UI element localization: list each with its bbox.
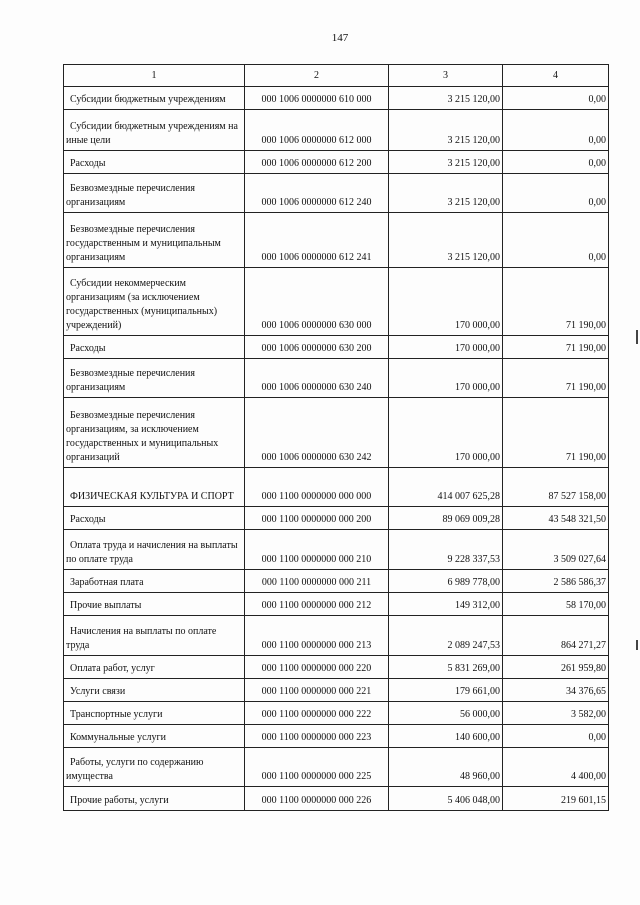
row-code-cell-text: 000 1100 0000000 000 223 [261, 732, 372, 743]
header-col-1: 1 [64, 65, 245, 87]
page-number: 147 [331, 32, 349, 44]
row-plan-cell-text: 3 215 120,00 [447, 252, 500, 263]
table-row [64, 530, 609, 570]
row-plan-cell [389, 336, 503, 359]
row-plan-cell-text: 149 312,00 [455, 600, 500, 611]
table-row [64, 174, 609, 213]
row-name-cell-text: Субсидии некоммерческим организациям (за исключением государственных (муниципальных) учреждений) [66, 278, 218, 331]
row-fact-cell-text: 261 959,80 [561, 663, 606, 674]
row-fact-cell [503, 570, 609, 593]
row-fact-cell [503, 616, 609, 656]
row-code-cell-text: 000 1100 0000000 000 211 [261, 577, 372, 588]
row-name-cell [64, 174, 245, 213]
row-plan-cell-text: 56 000,00 [460, 709, 500, 720]
row-fact-cell [503, 679, 609, 702]
row-fact-cell-text: 4 400,00 [571, 771, 606, 782]
row-plan-cell [389, 679, 503, 702]
row-plan-cell [389, 656, 503, 679]
row-plan-cell-text: 89 069 009,28 [442, 514, 500, 525]
row-fact-cell [503, 507, 609, 530]
table-row [64, 110, 609, 151]
row-name-cell [64, 679, 245, 702]
header-col-2: 2 [245, 65, 389, 87]
row-code-cell [245, 468, 389, 507]
row-fact-cell [503, 336, 609, 359]
row-code-cell [245, 593, 389, 616]
row-name-cell [64, 110, 245, 151]
row-code-cell [245, 787, 389, 811]
table-row [64, 359, 609, 398]
row-code-cell-text: 000 1100 0000000 000 226 [261, 795, 372, 806]
table-row [64, 268, 609, 336]
row-plan-cell [389, 174, 503, 213]
table-row [64, 702, 609, 725]
row-plan-cell-text: 170 000,00 [455, 382, 500, 393]
row-code-cell [245, 702, 389, 725]
row-plan-cell-text: 170 000,00 [455, 343, 500, 354]
row-plan-cell [389, 787, 503, 811]
row-code-cell-text: 000 1006 0000000 612 240 [261, 197, 372, 208]
row-plan-cell [389, 213, 503, 268]
row-code-cell [245, 87, 389, 110]
row-fact-cell [503, 656, 609, 679]
row-fact-cell-text: 0,00 [588, 252, 606, 263]
row-code-cell-text: 000 1006 0000000 612 000 [261, 135, 372, 146]
scan-edge-mark [636, 330, 638, 344]
row-plan-cell-text: 3 215 120,00 [447, 94, 500, 105]
row-code-cell-text: 000 1006 0000000 612 241 [261, 252, 372, 263]
budget-table [63, 64, 609, 811]
row-fact-cell [503, 787, 609, 811]
row-code-cell [245, 616, 389, 656]
row-code-cell-text: 000 1006 0000000 630 242 [261, 452, 372, 463]
row-fact-cell-text: 0,00 [588, 94, 606, 105]
table-row [64, 748, 609, 787]
row-name-cell-text: Начисления на выплаты по оплате труда [66, 626, 217, 651]
row-fact-cell [503, 151, 609, 174]
row-fact-cell-text: 3 509 027,64 [553, 554, 606, 565]
row-name-cell-text: Расходы [70, 514, 106, 525]
row-code-cell-text: 000 1100 0000000 000 213 [261, 640, 372, 651]
row-name-cell-text: Заработная плата [70, 577, 144, 588]
row-plan-cell-text: 170 000,00 [455, 320, 500, 331]
row-plan-cell-text: 140 600,00 [455, 732, 500, 743]
table-row [64, 151, 609, 174]
row-plan-cell [389, 268, 503, 336]
row-plan-cell-text: 9 228 337,53 [447, 554, 500, 565]
row-code-cell [245, 174, 389, 213]
row-name-cell-text: Безвозмездные перечисления организациям [66, 368, 195, 393]
row-code-cell [245, 359, 389, 398]
row-name-cell [64, 336, 245, 359]
row-code-cell-text: 000 1006 0000000 630 240 [261, 382, 372, 393]
row-name-cell-text: Коммунальные услуги [70, 732, 166, 743]
row-name-cell-text: Услуги связи [70, 686, 126, 697]
row-fact-cell-text: 0,00 [588, 197, 606, 208]
row-fact-cell-text: 3 582,00 [571, 709, 606, 720]
row-name-cell-text: Оплата труда и начисления на выплаты по оплате труда [66, 540, 238, 565]
row-fact-cell [503, 468, 609, 507]
row-plan-cell-text: 2 089 247,53 [447, 640, 500, 651]
row-code-cell [245, 656, 389, 679]
table-row [64, 398, 609, 468]
row-code-cell [245, 530, 389, 570]
row-name-cell [64, 748, 245, 787]
row-name-cell-text: Безвозмездные перечисления организациям [66, 183, 195, 208]
row-fact-cell-text: 0,00 [588, 732, 606, 743]
row-name-cell-text: Расходы [70, 343, 106, 354]
row-name-cell-text: ФИЗИЧЕСКАЯ КУЛЬТУРА И СПОРТ [70, 491, 234, 502]
row-fact-cell [503, 725, 609, 748]
row-fact-cell-text: 34 376,65 [566, 686, 606, 697]
row-plan-cell-text: 3 215 120,00 [447, 135, 500, 146]
row-code-cell [245, 213, 389, 268]
row-fact-cell-text: 0,00 [588, 158, 606, 169]
row-name-cell [64, 593, 245, 616]
table-row [64, 787, 609, 811]
row-fact-cell-text: 71 190,00 [566, 343, 606, 354]
table-row [64, 725, 609, 748]
row-code-cell-text: 000 1100 0000000 000 212 [261, 600, 372, 611]
row-code-cell [245, 110, 389, 151]
row-name-cell [64, 725, 245, 748]
row-fact-cell-text: 0,00 [588, 135, 606, 146]
row-code-cell [245, 268, 389, 336]
row-plan-cell [389, 702, 503, 725]
row-name-cell-text: Оплата работ, услуг [70, 663, 155, 674]
row-code-cell [245, 679, 389, 702]
row-code-cell [245, 725, 389, 748]
row-name-cell-text: Безвозмездные перечисления организациям, за исключением государственных и муниципальных организаций [66, 410, 219, 463]
row-fact-cell [503, 268, 609, 336]
row-plan-cell [389, 570, 503, 593]
row-plan-cell [389, 468, 503, 507]
row-fact-cell [503, 530, 609, 570]
row-fact-cell [503, 398, 609, 468]
row-plan-cell [389, 593, 503, 616]
row-name-cell [64, 507, 245, 530]
row-fact-cell [503, 593, 609, 616]
row-name-cell-text: Безвозмездные перечисления государственным и муниципальным организациям [66, 224, 221, 263]
row-code-cell [245, 507, 389, 530]
row-name-cell [64, 359, 245, 398]
row-plan-cell-text: 179 661,00 [455, 686, 500, 697]
row-code-cell-text: 000 1100 0000000 000 200 [261, 514, 372, 525]
table-row [64, 656, 609, 679]
row-fact-cell-text: 43 548 321,50 [548, 514, 606, 525]
row-code-cell [245, 748, 389, 787]
row-code-cell-text: 000 1100 0000000 000 225 [261, 771, 372, 782]
row-plan-cell-text: 414 007 625,28 [437, 491, 500, 502]
row-code-cell-text: 000 1100 0000000 000 221 [261, 686, 372, 697]
header-col-4: 4 [503, 65, 609, 87]
row-plan-cell [389, 530, 503, 570]
table-row [64, 336, 609, 359]
row-fact-cell-text: 2 586 586,37 [553, 577, 606, 588]
table-row [64, 679, 609, 702]
row-plan-cell-text: 6 989 778,00 [447, 577, 500, 588]
row-name-cell [64, 151, 245, 174]
row-plan-cell-text: 170 000,00 [455, 452, 500, 463]
row-name-cell [64, 616, 245, 656]
row-plan-cell-text: 5 406 048,00 [447, 795, 500, 806]
row-name-cell [64, 213, 245, 268]
row-name-cell [64, 787, 245, 811]
row-plan-cell [389, 616, 503, 656]
table-row [64, 507, 609, 530]
row-code-cell [245, 398, 389, 468]
row-name-cell [64, 398, 245, 468]
scan-edge-mark [636, 640, 638, 650]
row-fact-cell-text: 219 601,15 [561, 795, 606, 806]
row-code-cell-text: 000 1006 0000000 630 200 [261, 343, 372, 354]
row-name-cell-text: Расходы [70, 158, 106, 169]
row-plan-cell [389, 110, 503, 151]
row-plan-cell-text: 3 215 120,00 [447, 197, 500, 208]
row-fact-cell [503, 174, 609, 213]
table-row [64, 468, 609, 507]
row-fact-cell-text: 71 190,00 [566, 452, 606, 463]
table-body [64, 87, 609, 811]
header-col-3: 3 [389, 65, 503, 87]
row-name-cell [64, 702, 245, 725]
row-name-cell [64, 268, 245, 336]
row-code-cell-text: 000 1006 0000000 630 000 [261, 320, 372, 331]
row-code-cell [245, 336, 389, 359]
row-plan-cell-text: 3 215 120,00 [447, 158, 500, 169]
row-name-cell [64, 530, 245, 570]
row-code-cell-text: 000 1006 0000000 612 200 [261, 158, 372, 169]
row-plan-cell-text: 5 831 269,00 [447, 663, 500, 674]
row-fact-cell-text: 864 271,27 [561, 640, 606, 651]
row-fact-cell-text: 87 527 158,00 [548, 491, 606, 502]
row-fact-cell [503, 110, 609, 151]
row-plan-cell [389, 87, 503, 110]
row-fact-cell-text: 71 190,00 [566, 320, 606, 331]
row-code-cell-text: 000 1006 0000000 610 000 [261, 94, 372, 105]
row-name-cell-text: Транспортные услуги [70, 709, 163, 720]
row-fact-cell [503, 213, 609, 268]
row-name-cell [64, 570, 245, 593]
row-name-cell-text: Прочие выплаты [70, 600, 142, 611]
row-plan-cell [389, 398, 503, 468]
table-row [64, 213, 609, 268]
row-fact-cell [503, 748, 609, 787]
row-code-cell-text: 000 1100 0000000 000 222 [261, 709, 372, 720]
row-code-cell-text: 000 1100 0000000 000 000 [261, 491, 372, 502]
table-row [64, 570, 609, 593]
table-row [64, 87, 609, 110]
table-row [64, 616, 609, 656]
row-plan-cell [389, 151, 503, 174]
row-name-cell-text: Работы, услуги по содержанию имущества [66, 757, 204, 782]
row-plan-cell [389, 359, 503, 398]
row-code-cell [245, 570, 389, 593]
row-name-cell-text: Прочие работы, услуги [70, 795, 169, 806]
row-fact-cell [503, 359, 609, 398]
row-code-cell [245, 151, 389, 174]
row-fact-cell [503, 87, 609, 110]
row-fact-cell-text: 58 170,00 [566, 600, 606, 611]
row-plan-cell [389, 748, 503, 787]
row-code-cell-text: 000 1100 0000000 000 210 [261, 554, 372, 565]
table-row [64, 593, 609, 616]
row-code-cell-text: 000 1100 0000000 000 220 [261, 663, 372, 674]
row-plan-cell [389, 725, 503, 748]
row-name-cell [64, 656, 245, 679]
row-fact-cell-text: 71 190,00 [566, 382, 606, 393]
row-name-cell-text: Субсидии бюджетным учреждениям на иные цели [66, 121, 238, 146]
row-fact-cell [503, 702, 609, 725]
row-name-cell [64, 87, 245, 110]
row-name-cell-text: Субсидии бюджетным учреждениям [70, 94, 226, 105]
header-row [64, 65, 609, 87]
row-plan-cell-text: 48 960,00 [460, 771, 500, 782]
row-plan-cell [389, 507, 503, 530]
row-name-cell [64, 468, 245, 507]
